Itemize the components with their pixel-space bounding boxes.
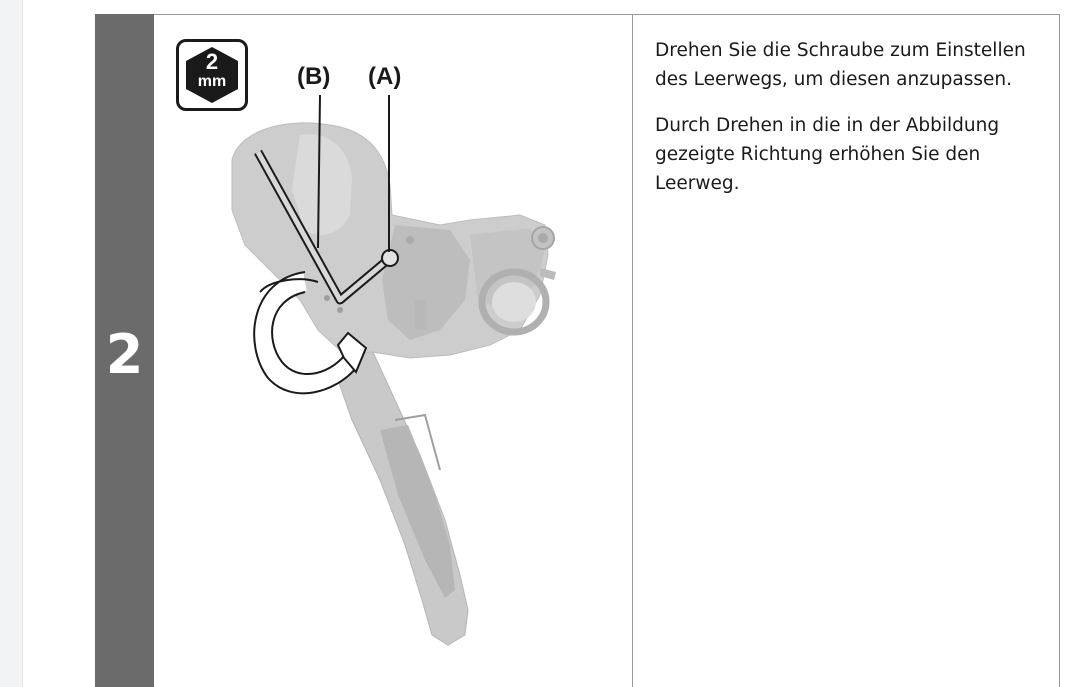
instruction-paragraph: Durch Drehen in die in der Abbildung gezeigte Richtung erhöhen Sie den Leerweg. — [655, 115, 1000, 194]
adjustment-screw — [382, 250, 398, 266]
tool-size-badge — [176, 39, 248, 111]
tool-size-value: 2 — [205, 49, 219, 74]
brake-lever-illustration — [155, 15, 631, 687]
instruction-paragraph: Drehen Sie die Schraube zum Einstellen des Leerwegs, um diesen anzupassen. — [655, 40, 1026, 90]
step-number: 2 — [105, 323, 144, 386]
page-gutter — [0, 0, 23, 687]
tool-size-unit: mm — [197, 73, 227, 90]
callout-label-b: (B) — [297, 63, 331, 90]
instruction-text — [655, 36, 1050, 215]
column-divider — [632, 14, 633, 687]
callout-label-a: (A) — [368, 63, 402, 90]
